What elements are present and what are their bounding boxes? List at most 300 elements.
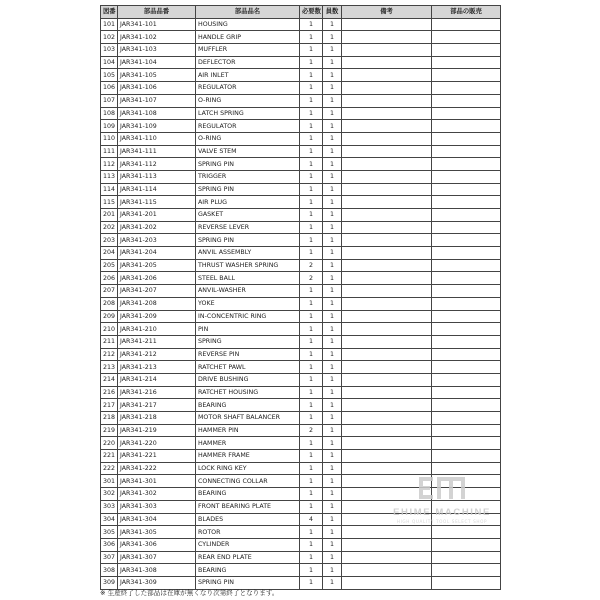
cell-part-number: JAR341-221 [118,450,196,463]
cell-part-number: JAR341-113 [118,170,196,183]
cell-figure-no: 103 [101,44,118,57]
cell-parts-sale [432,526,501,539]
cell-required-count: 1 [300,412,323,425]
cell-required-count: 1 [300,44,323,57]
cell-required-count: 1 [300,488,323,501]
cell-figure-no: 210 [101,323,118,336]
cell-remarks [342,132,432,145]
cell-required-count: 1 [300,56,323,69]
cell-parts-sale [432,576,501,589]
cell-figure-no: 110 [101,132,118,145]
cell-parts-sale [432,120,501,133]
cell-parts-sale [432,310,501,323]
cell-figure-no: 212 [101,348,118,361]
cell-quantity: 1 [323,196,342,209]
cell-required-count: 1 [300,69,323,82]
cell-figure-no: 114 [101,183,118,196]
cell-figure-no: 104 [101,56,118,69]
cell-part-number: JAR341-109 [118,120,196,133]
table-row [101,348,501,361]
cell-part-number: JAR341-208 [118,297,196,310]
cell-parts-sale [432,424,501,437]
table-row [101,132,501,145]
cell-part-name: DEFLECTOR [196,56,300,69]
cell-part-number: JAR341-101 [118,18,196,31]
cell-required-count: 1 [300,500,323,513]
cell-required-count: 1 [300,386,323,399]
cell-part-name: DRIVE BUSHING [196,373,300,386]
cell-quantity: 1 [323,576,342,589]
cell-figure-no: 204 [101,247,118,260]
cell-remarks [342,564,432,577]
cell-remarks [342,272,432,285]
cell-remarks [342,69,432,82]
cell-quantity: 1 [323,170,342,183]
cell-quantity: 1 [323,82,342,95]
cell-figure-no: 305 [101,526,118,539]
cell-part-name: RATCHET PAWL [196,361,300,374]
cell-required-count: 1 [300,526,323,539]
cell-quantity: 1 [323,475,342,488]
cell-part-number: JAR341-206 [118,272,196,285]
cell-part-name: O-RING [196,94,300,107]
cell-figure-no: 105 [101,69,118,82]
cell-remarks [342,107,432,120]
cell-required-count: 2 [300,272,323,285]
cell-remarks [342,462,432,475]
cell-parts-sale [432,335,501,348]
cell-part-number: JAR341-306 [118,538,196,551]
cell-quantity: 1 [323,361,342,374]
cell-required-count: 1 [300,348,323,361]
cell-part-number: JAR341-114 [118,183,196,196]
cell-quantity: 1 [323,183,342,196]
table-row [101,297,501,310]
cell-remarks [342,310,432,323]
cell-part-name: BEARING [196,488,300,501]
cell-part-number: JAR341-106 [118,82,196,95]
cell-parts-sale [432,158,501,171]
cell-figure-no: 304 [101,513,118,526]
cell-figure-no: 205 [101,259,118,272]
table-row [101,120,501,133]
cell-parts-sale [432,437,501,450]
cell-parts-sale [432,551,501,564]
cell-required-count: 1 [300,538,323,551]
em-logo-icon [417,475,467,501]
cell-remarks [342,120,432,133]
table-row [101,56,501,69]
cell-remarks [342,56,432,69]
cell-quantity: 1 [323,18,342,31]
cell-quantity: 1 [323,526,342,539]
table-header-row [101,6,501,19]
cell-quantity: 1 [323,323,342,336]
cell-part-name: YOKE [196,297,300,310]
cell-quantity: 1 [323,56,342,69]
table-row [101,69,501,82]
cell-part-name: BEARING [196,399,300,412]
cell-parts-sale [432,183,501,196]
cell-quantity: 1 [323,259,342,272]
cell-part-name: IN-CONCENTRIC RING [196,310,300,323]
table-row [101,450,501,463]
cell-part-name: ANVIL-WASHER [196,285,300,298]
cell-remarks [342,170,432,183]
table-row [101,145,501,158]
cell-parts-sale [432,272,501,285]
cell-part-number: JAR341-210 [118,323,196,336]
cell-part-name: BEARING [196,564,300,577]
cell-quantity: 1 [323,412,342,425]
cell-parts-sale [432,145,501,158]
cell-required-count: 1 [300,323,323,336]
cell-quantity: 1 [323,386,342,399]
cell-figure-no: 207 [101,285,118,298]
cell-remarks [342,538,432,551]
cell-quantity: 1 [323,44,342,57]
cell-part-name: MUFFLER [196,44,300,57]
table-row [101,361,501,374]
table-row [101,373,501,386]
cell-parts-sale [432,450,501,463]
cell-quantity: 1 [323,538,342,551]
cell-quantity: 1 [323,132,342,145]
cell-part-number: JAR341-103 [118,44,196,57]
cell-figure-no: 107 [101,94,118,107]
table-row [101,310,501,323]
cell-part-name: REVERSE PIN [196,348,300,361]
cell-remarks [342,323,432,336]
cell-figure-no: 307 [101,551,118,564]
cell-remarks [342,450,432,463]
cell-remarks [342,412,432,425]
cell-required-count: 2 [300,424,323,437]
cell-figure-no: 218 [101,412,118,425]
cell-quantity: 1 [323,551,342,564]
cell-required-count: 1 [300,196,323,209]
cell-parts-sale [432,399,501,412]
cell-part-name: HAMMER FRAME [196,450,300,463]
cell-remarks [342,373,432,386]
cell-required-count: 1 [300,31,323,44]
cell-parts-sale [432,373,501,386]
cell-figure-no: 206 [101,272,118,285]
cell-part-name: STEEL BALL [196,272,300,285]
cell-remarks [342,247,432,260]
cell-part-name: CONNECTING COLLAR [196,475,300,488]
cell-remarks [342,31,432,44]
cell-part-name: REGULATOR [196,120,300,133]
cell-remarks [342,158,432,171]
cell-part-name: RATCHET HOUSING [196,386,300,399]
cell-part-number: JAR341-207 [118,285,196,298]
cell-parts-sale [432,412,501,425]
cell-required-count: 1 [300,18,323,31]
cell-figure-no: 222 [101,462,118,475]
table-row [101,18,501,31]
cell-parts-sale [432,259,501,272]
cell-part-number: JAR341-302 [118,488,196,501]
header-required-count: 必要数 [300,6,323,19]
table-row [101,183,501,196]
cell-required-count: 1 [300,437,323,450]
table-row [101,44,501,57]
cell-remarks [342,551,432,564]
cell-part-name: BLADES [196,513,300,526]
cell-part-name: LATCH SPRING [196,107,300,120]
cell-figure-no: 301 [101,475,118,488]
cell-part-name: SPRING PIN [196,158,300,171]
cell-required-count: 1 [300,564,323,577]
cell-figure-no: 302 [101,488,118,501]
cell-quantity: 1 [323,272,342,285]
table-row [101,399,501,412]
cell-remarks [342,82,432,95]
cell-part-number: JAR341-212 [118,348,196,361]
cell-parts-sale [432,107,501,120]
cell-required-count: 1 [300,335,323,348]
cell-remarks [342,335,432,348]
cell-remarks [342,44,432,57]
cell-part-number: JAR341-105 [118,69,196,82]
cell-required-count: 1 [300,132,323,145]
cell-part-number: JAR341-220 [118,437,196,450]
cell-figure-no: 213 [101,361,118,374]
cell-part-name: GASKET [196,209,300,222]
cell-remarks [342,386,432,399]
cell-part-number: JAR341-304 [118,513,196,526]
cell-remarks [342,297,432,310]
cell-part-name: REAR END PLATE [196,551,300,564]
table-row [101,462,501,475]
cell-quantity: 1 [323,399,342,412]
cell-figure-no: 219 [101,424,118,437]
table-row [101,94,501,107]
cell-remarks [342,424,432,437]
cell-figure-no: 106 [101,82,118,95]
cell-part-name: HANDLE GRIP [196,31,300,44]
cell-part-number: JAR341-110 [118,132,196,145]
cell-figure-no: 203 [101,234,118,247]
cell-part-name: PIN [196,323,300,336]
cell-part-number: JAR341-307 [118,551,196,564]
cell-parts-sale [432,234,501,247]
cell-part-name: SPRING [196,335,300,348]
cell-parts-sale [432,196,501,209]
cell-part-number: JAR341-211 [118,335,196,348]
cell-part-name: THRUST WASHER SPRING [196,259,300,272]
cell-remarks [342,259,432,272]
cell-figure-no: 111 [101,145,118,158]
cell-part-name: TRIGGER [196,170,300,183]
footnote: ※ 生産終了した部品は在庫が無くなり次第終了となります。 [100,589,279,597]
cell-part-name: SPRING PIN [196,576,300,589]
cell-quantity: 1 [323,450,342,463]
cell-part-number: JAR341-214 [118,373,196,386]
table-row [101,82,501,95]
cell-quantity: 1 [323,120,342,133]
cell-figure-no: 115 [101,196,118,209]
cell-quantity: 1 [323,424,342,437]
cell-required-count: 1 [300,361,323,374]
cell-quantity: 1 [323,564,342,577]
table-row [101,538,501,551]
table-row [101,564,501,577]
cell-part-name: ROTOR [196,526,300,539]
cell-required-count: 1 [300,82,323,95]
cell-parts-sale [432,297,501,310]
header-part-number: 部品品番 [118,6,196,19]
cell-required-count: 1 [300,158,323,171]
cell-figure-no: 308 [101,564,118,577]
cell-quantity: 1 [323,234,342,247]
cell-quantity: 1 [323,69,342,82]
header-parts-sale: 部品の販売 [432,6,501,19]
cell-part-number: JAR341-205 [118,259,196,272]
cell-part-number: JAR341-102 [118,31,196,44]
cell-parts-sale [432,247,501,260]
cell-part-name: VALVE STEM [196,145,300,158]
cell-parts-sale [432,31,501,44]
cell-figure-no: 113 [101,170,118,183]
cell-required-count: 1 [300,170,323,183]
cell-part-number: JAR341-303 [118,500,196,513]
cell-part-number: JAR341-104 [118,56,196,69]
cell-figure-no: 101 [101,18,118,31]
cell-remarks [342,196,432,209]
cell-remarks [342,526,432,539]
cell-figure-no: 112 [101,158,118,171]
watermark-logo [392,475,492,524]
cell-quantity: 1 [323,285,342,298]
cell-part-number: JAR341-309 [118,576,196,589]
cell-part-number: JAR341-115 [118,196,196,209]
cell-quantity: 1 [323,297,342,310]
cell-quantity: 1 [323,348,342,361]
cell-part-name: REVERSE LEVER [196,221,300,234]
cell-required-count: 1 [300,183,323,196]
cell-parts-sale [432,386,501,399]
cell-part-number: JAR341-107 [118,94,196,107]
cell-figure-no: 309 [101,576,118,589]
cell-required-count: 1 [300,310,323,323]
cell-part-name: REGULATOR [196,82,300,95]
cell-part-number: JAR341-213 [118,361,196,374]
cell-quantity: 1 [323,31,342,44]
table-row [101,412,501,425]
table-row [101,107,501,120]
cell-figure-no: 306 [101,538,118,551]
cell-figure-no: 217 [101,399,118,412]
cell-parts-sale [432,209,501,222]
cell-required-count: 1 [300,297,323,310]
watermark-brand: EHIME MACHINE [393,507,491,518]
cell-part-name: LOCK RING KEY [196,462,300,475]
cell-parts-sale [432,462,501,475]
cell-part-number: JAR341-209 [118,310,196,323]
cell-quantity: 1 [323,462,342,475]
cell-remarks [342,348,432,361]
cell-figure-no: 102 [101,31,118,44]
cell-parts-sale [432,94,501,107]
cell-quantity: 1 [323,488,342,501]
cell-part-name: HAMMER [196,437,300,450]
cell-remarks [342,285,432,298]
cell-remarks [342,221,432,234]
cell-required-count: 1 [300,576,323,589]
cell-quantity: 1 [323,247,342,260]
cell-required-count: 1 [300,247,323,260]
cell-part-number: JAR341-108 [118,107,196,120]
cell-part-number: JAR341-111 [118,145,196,158]
table-row [101,551,501,564]
cell-remarks [342,18,432,31]
cell-required-count: 1 [300,450,323,463]
table-row [101,424,501,437]
cell-required-count: 1 [300,475,323,488]
cell-figure-no: 216 [101,386,118,399]
cell-figure-no: 221 [101,450,118,463]
cell-quantity: 1 [323,94,342,107]
table-row [101,209,501,222]
cell-part-number: JAR341-305 [118,526,196,539]
header-quantity: 員数 [323,6,342,19]
cell-required-count: 1 [300,221,323,234]
cell-figure-no: 214 [101,373,118,386]
cell-parts-sale [432,82,501,95]
cell-parts-sale [432,538,501,551]
cell-remarks [342,209,432,222]
cell-part-number: JAR341-217 [118,399,196,412]
cell-figure-no: 220 [101,437,118,450]
cell-parts-sale [432,170,501,183]
cell-part-name: CYLINDER [196,538,300,551]
cell-part-number: JAR341-219 [118,424,196,437]
table-row [101,234,501,247]
cell-remarks [342,183,432,196]
table-row [101,386,501,399]
table-row [101,285,501,298]
cell-required-count: 2 [300,259,323,272]
watermark-tagline: HIGH QUALITY TOOL SELECT SHOP [396,519,488,524]
cell-figure-no: 303 [101,500,118,513]
cell-remarks [342,145,432,158]
cell-parts-sale [432,285,501,298]
cell-quantity: 1 [323,513,342,526]
cell-remarks [342,576,432,589]
cell-part-name: HAMMER PIN [196,424,300,437]
cell-required-count: 1 [300,209,323,222]
cell-required-count: 1 [300,234,323,247]
cell-figure-no: 208 [101,297,118,310]
cell-remarks [342,437,432,450]
cell-part-name: AIR INLET [196,69,300,82]
cell-remarks [342,234,432,247]
cell-part-number: JAR341-308 [118,564,196,577]
table-row [101,247,501,260]
cell-parts-sale [432,18,501,31]
header-figure-no: 図番 [101,6,118,19]
cell-required-count: 1 [300,399,323,412]
cell-parts-sale [432,44,501,57]
cell-part-name: MOTOR SHAFT BALANCER [196,412,300,425]
cell-quantity: 1 [323,221,342,234]
header-remarks: 備考 [342,6,432,19]
cell-quantity: 1 [323,373,342,386]
cell-quantity: 1 [323,500,342,513]
table-row [101,221,501,234]
